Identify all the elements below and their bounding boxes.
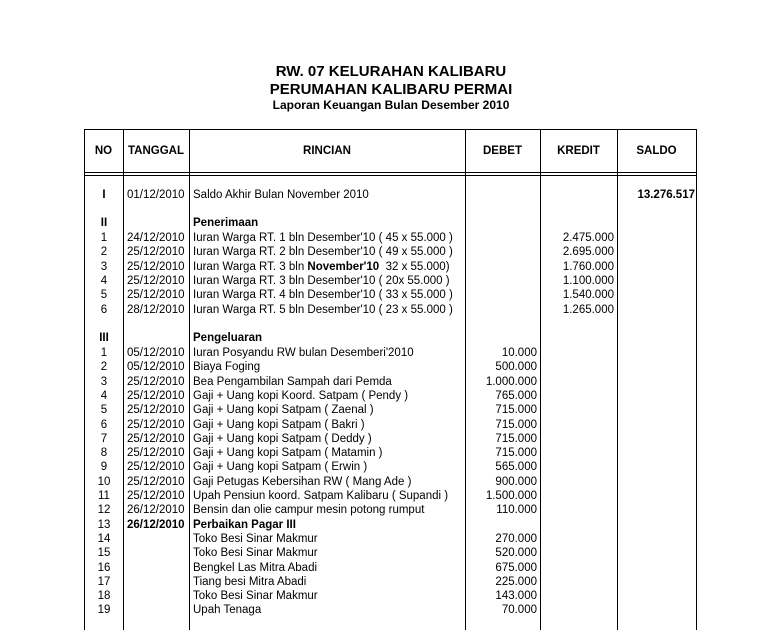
table-row	[0, 475, 768, 489]
row-description: Toko Besi Sinar Makmur	[193, 547, 318, 560]
row-description: Tiang besi Mitra Abadi	[193, 575, 307, 588]
table-row	[0, 503, 768, 517]
row-description: Gaji + Uang kopi Koord. Satpam ( Pendy )	[193, 389, 409, 402]
row-description: Toko Besi Sinar Makmur	[193, 590, 318, 603]
row-no: 7	[100, 432, 108, 445]
table-row	[0, 346, 768, 360]
row-description: Iuran Warga RT. 3 bln Desember'10 ( 20x 55.000 )	[193, 274, 450, 287]
row-no: 6	[100, 303, 108, 316]
row-date: 25/12/2010	[127, 274, 185, 287]
penerimaan-header-row	[0, 216, 768, 230]
table-row	[0, 603, 768, 617]
row-debet: 715.000	[495, 404, 537, 417]
row-date: 05/12/2010	[127, 347, 185, 359]
row-date: 25/12/2010	[127, 289, 185, 302]
row-debet: 675.000	[495, 561, 537, 574]
row-kredit: 1.760.000	[562, 260, 614, 273]
row-date: 05/12/2010	[127, 361, 185, 374]
table-row	[0, 418, 768, 432]
row-description-part: 32 x 55.000)	[379, 260, 450, 273]
row-no: 12	[97, 504, 111, 517]
header-tanggal: TANGGAL	[127, 145, 184, 157]
row-description: Bea Pengambilan Sampah dari Pemda	[193, 375, 392, 388]
row-no: 3	[100, 260, 108, 273]
row-debet: 270.000	[495, 532, 537, 545]
section-title: Pengeluaran	[193, 332, 263, 344]
row-description: Toko Besi Sinar Makmur	[193, 532, 318, 545]
table-row	[0, 518, 768, 532]
row-no: 1	[100, 232, 108, 244]
row-date: 25/12/2010	[127, 447, 185, 460]
row-debet: 565.000	[495, 461, 537, 474]
row-date: 25/12/2010	[127, 375, 185, 388]
header-kredit: KREDIT	[557, 145, 600, 157]
row-description	[193, 260, 450, 274]
row-no: 6	[100, 418, 108, 431]
table-row	[0, 546, 768, 560]
table-row	[0, 589, 768, 603]
row-debet: 10.000	[501, 347, 537, 359]
row-description: Gaji + Uang kopi Satpam ( Erwin )	[193, 461, 368, 474]
row-description: Bengkel Las Mitra Abadi	[193, 561, 318, 574]
table-row	[0, 403, 768, 417]
row-date: 28/12/2010	[127, 303, 185, 316]
section-no: III	[99, 332, 109, 344]
row-debet: 1.500.000	[485, 490, 537, 502]
row-date: 25/12/2010	[127, 404, 185, 417]
row-description: Gaji + Uang kopi Satpam ( Bakri )	[193, 418, 365, 431]
table-row	[0, 432, 768, 446]
table-row	[0, 303, 768, 317]
row-kredit: 1.265.000	[562, 303, 614, 316]
row-no: 1	[100, 347, 108, 359]
row-kredit: 2.695.000	[562, 246, 614, 259]
row-description: Gaji + Uang kopi Satpam ( Deddy )	[193, 432, 372, 445]
row-no: 10	[97, 475, 111, 488]
row-kredit: 1.540.000	[562, 289, 614, 302]
row-date: 01/12/2010	[127, 189, 185, 201]
row-date: 25/12/2010	[127, 432, 185, 445]
row-no: 4	[100, 274, 108, 287]
table-row	[0, 389, 768, 403]
row-debet: 70.000	[501, 604, 537, 617]
header-rincian: RINCIAN	[303, 145, 351, 157]
table-top-border	[84, 129, 697, 130]
row-no: 5	[100, 289, 108, 302]
row-date: 24/12/2010	[127, 232, 185, 244]
table-row	[0, 446, 768, 460]
row-date: 25/12/2010	[127, 461, 185, 474]
row-debet: 715.000	[495, 432, 537, 445]
report-subtitle: Laporan Keuangan Bulan Desember 2010	[272, 98, 510, 112]
row-debet: 143.000	[495, 590, 537, 603]
row-date: 26/12/2010	[127, 504, 185, 517]
row-description: Iuran Warga RT. 2 bln Desember'10 ( 49 x 55.000 )	[193, 246, 453, 259]
table-row	[0, 231, 768, 245]
row-debet: 900.000	[495, 475, 537, 488]
row-date: 25/12/2010	[127, 475, 185, 488]
row-debet: 1.000.000	[485, 375, 537, 388]
table-row	[0, 489, 768, 503]
row-debet: 225.000	[495, 575, 537, 588]
table-row	[0, 274, 768, 288]
section-no: II	[100, 217, 108, 229]
row-description: Upah Tenaga	[193, 604, 262, 617]
header-no: NO	[94, 145, 113, 157]
report-title-rw: RW. 07 KELURAHAN KALIBARU	[275, 63, 507, 80]
table-row	[0, 375, 768, 389]
table-row	[0, 260, 768, 274]
row-description: Gaji + Uang kopi Satpam ( Zaenal )	[193, 404, 374, 417]
row-debet: 520.000	[495, 547, 537, 560]
table-row	[0, 360, 768, 374]
row-date: 25/12/2010	[127, 389, 185, 402]
saldo-awal-row	[0, 188, 768, 202]
pengeluaran-header-row	[0, 331, 768, 345]
row-date: 26/12/2010	[127, 518, 185, 531]
table-row	[0, 532, 768, 546]
row-no: 2	[100, 246, 108, 259]
table-row	[0, 288, 768, 302]
row-kredit: 2.475.000	[562, 232, 614, 244]
row-description: Iuran Warga RT. 1 bln Desember'10 ( 45 x 55.000 )	[193, 232, 453, 244]
row-description: Perbaikan Pagar III	[193, 518, 296, 531]
row-description-bold: November'10	[307, 260, 380, 273]
row-saldo: 13.276.517	[637, 189, 695, 201]
row-no: 5	[100, 404, 108, 417]
row-kredit: 1.100.000	[562, 274, 614, 287]
row-no: 14	[97, 532, 111, 545]
row-no: 16	[97, 561, 111, 574]
row-description-part: Iuran Warga RT. 3 bln	[193, 260, 308, 273]
row-debet: 715.000	[495, 447, 537, 460]
row-date: 25/12/2010	[127, 490, 185, 502]
row-description: Gaji Petugas Kebersihan RW ( Mang Ade )	[193, 475, 412, 488]
row-date: 25/12/2010	[127, 260, 185, 273]
row-description: Gaji + Uang kopi Satpam ( Matamin )	[193, 447, 383, 460]
row-no: 4	[100, 389, 108, 402]
row-date: 25/12/2010	[127, 418, 185, 431]
row-description: Iuran Posyandu RW bulan Desemberi'2010	[193, 347, 414, 359]
header-saldo: SALDO	[636, 145, 677, 157]
row-description: Bensin dan olie campur mesin potong rumput	[193, 504, 425, 517]
row-no: 15	[97, 547, 111, 560]
row-no: 8	[100, 447, 108, 460]
table-row	[0, 561, 768, 575]
table-row	[0, 245, 768, 259]
row-no: I	[102, 189, 106, 201]
row-no: 19	[97, 604, 111, 617]
row-description: Upah Pensiun koord. Satpam Kalibaru ( Supandi )	[193, 490, 449, 502]
report-title-perumahan: PERUMAHAN KALIBARU PERMAI	[269, 81, 513, 98]
row-description: Biaya Foging	[193, 361, 261, 374]
header-debet: DEBET	[483, 145, 522, 157]
row-debet: 500.000	[495, 361, 537, 374]
row-no: 9	[100, 461, 108, 474]
header-bottom-border	[84, 172, 697, 173]
row-no: 17	[97, 575, 111, 588]
table-row	[0, 460, 768, 474]
header-bottom-border-double	[84, 175, 697, 176]
row-description: Saldo Akhir Bulan November 2010	[193, 189, 369, 201]
table-row	[0, 575, 768, 589]
row-description: Iuran Warga RT. 4 bln Desember'10 ( 33 x 55.000 )	[193, 289, 453, 302]
row-date: 25/12/2010	[127, 246, 185, 259]
row-no: 2	[100, 361, 108, 374]
row-no: 13	[97, 518, 111, 531]
row-debet: 765.000	[495, 389, 537, 402]
row-debet: 110.000	[496, 504, 537, 517]
row-no: 3	[100, 375, 108, 388]
section-title: Penerimaan	[193, 217, 259, 229]
row-no: 18	[97, 590, 111, 603]
row-debet: 715.000	[495, 418, 537, 431]
row-description: Iuran Warga RT. 5 bln Desember'10 ( 23 x 55.000 )	[193, 303, 453, 316]
row-no: 11	[98, 490, 110, 502]
